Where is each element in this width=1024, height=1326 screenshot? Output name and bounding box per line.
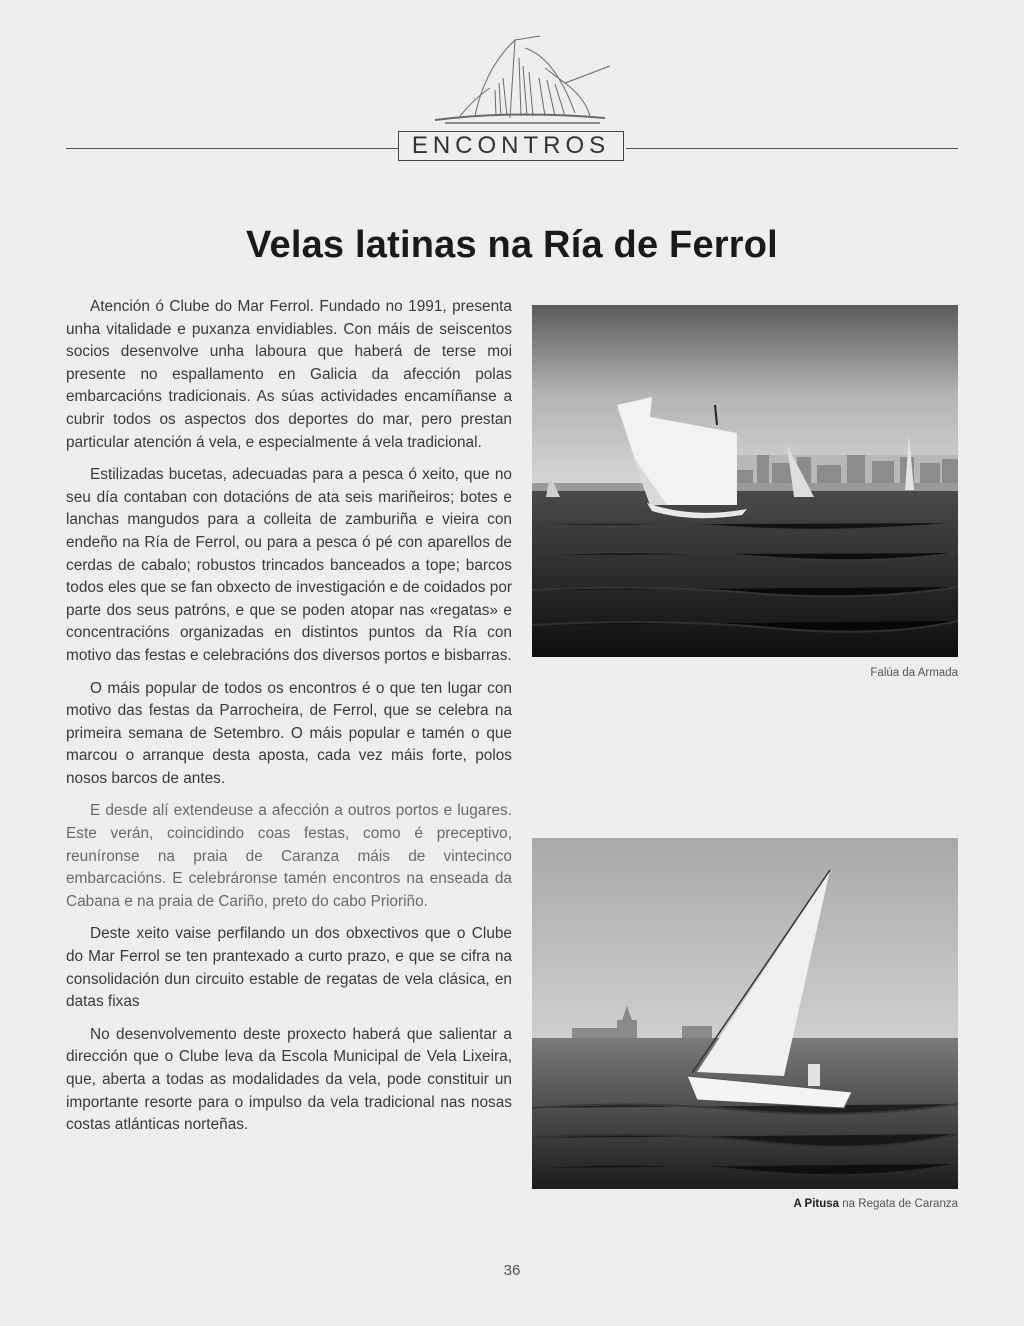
- paragraph-6: No desenvolvemento deste proxecto haberá que salientar a dirección que o Clube leva da Escola Municipal de Vela Lixeira, que, aberta a todas as modalidades da vela, pode constituir un importante resorte para o impulso da vela tradicional nas nosas costas atlánticas norteñas.: [66, 1025, 512, 1134]
- paragraph-1: Atención ó Clube do Mar Ferrol. Fundado no 1991, presenta unha vitalidade e puxanza envidiables. Con máis de seiscentos socios desenvolve unha laboura que haberá de terse moi presente no espallamento en Galicia da afección polas embarcacións tradicionais. As súas actividades encamíñanse a cubrir todos os aspectos dos deportes do mar, pero prestan particular atención á vela, e especialmente á vela tradicional.: [66, 298, 512, 451]
- paragraph-2: Estilizadas bucetas, adecuadas para a pesca ó xeito, que no seu día contaban con dotacións de ata seis mariñeiros; botes e lanchas mangudos para a colleita de zamburiña e vieira con endeño na Ría de Ferrol, ou para a pesca ó pé con aparellos de cerdas de cabalo; robustos trincados banceados a tope; barcos todos eles que se fan obxecto de investigación e de coidados por parte dos seus patróns, e que se poden atopar nas «regatas» e concentracións organizadas en distintos puntos da Ría con motivo das festas e celebracións dos diversos portos e bisbarras.: [66, 466, 512, 664]
- photo-1-caption: Falúa da Armada: [870, 667, 958, 679]
- article-body: [66, 296, 512, 1147]
- paragraph-3: O máis popular de todos os encontros é o que ten lugar con motivo das festas da Parrocheira, de Ferrol, que se celebra na primeira semana de Setembro. O máis popular e tamén o que marcou o arranque desta aposta, cada vez máis forte, polos nosos barcos de antes.: [66, 679, 512, 787]
- paragraph-5: Deste xeito vaise perfilando un dos obxectivos que o Clube do Mar Ferrol se ten prantexado a curto prazo, e que se cifra na consolidación dun circuito estable de regatas de vela clásica, en datas fixas: [66, 925, 512, 1011]
- header-rule-left: [66, 148, 399, 149]
- page-number: 36: [503, 1262, 521, 1279]
- photo-2-caption: [600, 1198, 958, 1210]
- photo-falua-da-armada: [532, 305, 958, 657]
- photo-2-caption-rest: na Regata de Caranza: [839, 1198, 958, 1210]
- paragraph-4: E desde alí extendeuse a afección a outros portos e lugares. Este verán, coincidindo coas festas, como é preceptivo, reuníronse na praia de Caranza máis de vintecinco embarcacións. E celebráronse tamén encontros na enseada da Cabana e na praia de Cariño, preto do cabo Prioriño.: [66, 802, 512, 910]
- header-rule-right: [626, 148, 958, 149]
- sailboat-sketch-icon: [415, 28, 615, 128]
- article-title: Velas latinas na Ría de Ferrol: [246, 224, 778, 266]
- photo-2-caption-boat-name: A Pitusa: [793, 1198, 840, 1210]
- section-label: ENCONTROS: [398, 131, 624, 161]
- photo-a-pitusa: [532, 838, 958, 1189]
